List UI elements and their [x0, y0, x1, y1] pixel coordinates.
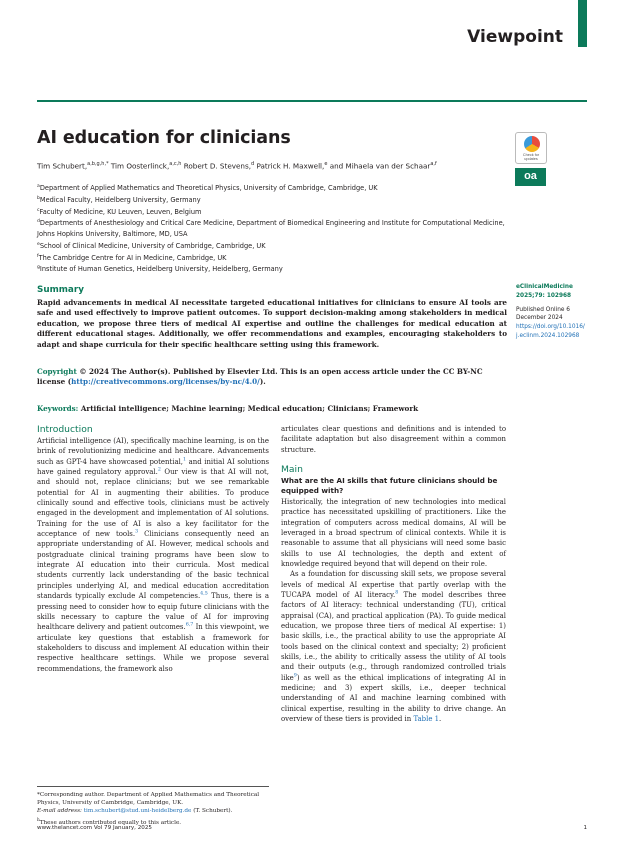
body-column-right	[281, 424, 506, 724]
footnotes	[37, 791, 269, 827]
check-for-updates-label: Check for updates	[522, 153, 540, 161]
author-name[interactable]: Patrick H. Maxwell,	[254, 161, 325, 171]
citation-ref[interactable]: 4,5	[200, 591, 208, 597]
article-title: AI education for clinicians	[37, 128, 291, 148]
author-list	[37, 161, 497, 170]
citation-ref[interactable]: 9	[293, 673, 297, 679]
article-info-sidebar	[516, 283, 588, 341]
affiliation-item: $^a$Department of Applied Mathematics and Theoretical Physics, University of Cambridge, Cambridge, UK	[37, 184, 378, 193]
introduction-paragraph: Artificial intelligence (AI), specifically machine learning, is on the brink of revolutionizing medicine and healthcare. Advancements such as GPT-4 have showcased potential,$^1$ and initial AI solutions have gained regulatory approval.$^2$ Our view is that AI will not, and should not, replace clinicians; but we see remarkable potential for AI in augmenting their abilities. To produce clinically sound and effective tools, clinicians must be actively engaged in the development and implementation of AI solutions. Training for the use of AI is also a key facilitator for the acceptance of new tools.$^3$ Clinicians consequently need an appropriate understanding of AI. However, medical schools and postgraduate clinical training programs have been slow to integrate AI education into their curricula. Most medical students currently lack understanding of the basic technical principles underlying AI, and medical education accreditation standards typically exclude AI competencies.$^{4,5}$ Thus, there is a pressing need to consider how to equip future clinicians with the skills necessary to capture the value of AI for improving healthcare delivery and patient outcomes.$^{6,7}$ In this viewpoint, we articulate key questions that establish a framework for stakeholders to discuss and implement AI education within their respective healthcare settings. While we propose several recommendations, the framework also	[37, 437, 269, 673]
table-1-link[interactable]: Table 1	[413, 715, 440, 724]
page-number: 1	[583, 825, 587, 831]
main-subheading: What are the AI skills that future clinicians should be equipped with?	[281, 476, 498, 496]
copyright-notice: Copyright © 2024 The Author(s). Published by Elsevier Ltd. This is an open access article under the CC BY-NC license (http://creativecommons.org/licenses/by-nc/4.0/).	[37, 367, 483, 387]
journal-citation: 2025;79: 102968	[516, 292, 572, 299]
citation-ref[interactable]: 1	[183, 457, 187, 463]
main-heading: Main	[281, 464, 303, 476]
footnote-rule	[37, 786, 269, 787]
author-name[interactable]: Robert D. Stevens,	[181, 161, 251, 171]
author-affil-sup: a,f	[430, 161, 437, 167]
author-name[interactable]: Tim Oosterlinck,	[108, 161, 170, 171]
affiliation-item: $^c$Faculty of Medicine, KU Leuven, Leuven, Belgium	[37, 207, 202, 216]
open-access-badge: oa	[515, 168, 546, 186]
citation-ref[interactable]: 6,7	[185, 622, 194, 628]
corresponding-author-note: *Corresponding author. Department of Applied Mathematics and Theoretical Physics, University of Cambridge, Cambridge, UK.	[37, 792, 260, 807]
author-name[interactable]: and Mihaela van der Schaar	[327, 161, 431, 171]
keywords-list: Artificial intelligence; Machine learning; Medical education; Clinicians; Framework	[78, 404, 419, 413]
author-affil-sup: d	[251, 161, 255, 167]
crossmark-icon	[524, 136, 540, 152]
affiliation-item: $^f$The Cambridge Centre for AI in Medicine, Cambridge, UK	[37, 253, 227, 262]
keywords-line	[37, 404, 507, 413]
email-note: E-mail address: tim.schubert@stud.uni-heidelberg.de (T. Schubert).	[37, 808, 233, 815]
email-link[interactable]: tim.schubert@stud.uni-heidelberg.de	[83, 808, 192, 815]
check-for-updates-badge[interactable]	[515, 132, 547, 164]
main-paragraph: Historically, the integration of new technologies into medical practice has necessitated upskilling of practitioners. Like the integration of computers across medical domains, AI will be leveraged in a broad spectrum of clinical contexts. While it is reasonable to assume that all physicians will need some basic skills to use AI technologies, the depth and extent of knowledge required beyond that will depend on their role.	[281, 497, 506, 568]
author-affil-sup: a,b,g,h,*	[87, 161, 109, 167]
summary-text: Rapid advancements in medical AI necessitate targeted educational initiatives for clinicians to ensure AI tools are safe and used effectively to improve patient outcomes. To support decision-making among stakeholders in medical education, we propose three tiers of medical AI expertise and outline the challenges for medical education at different educational stages. Additionally, we offer recommendations and examples, encouraging stakeholders to adapt and shape curricula for their specific healthcare setting using this framework.	[37, 298, 507, 349]
equal-contribution-note: $^h$These authors contributed equally to this article.	[37, 816, 182, 826]
continued-paragraph: articulates clear questions and definitions and is intended to facilitate adaptation but also disagreement within a common structure.	[281, 425, 506, 454]
affiliation-list	[37, 182, 507, 275]
author-affil-sup: a,c,h	[169, 161, 182, 167]
license-link[interactable]: http://creativecommons.org/licenses/by-nc/4.0/	[71, 377, 260, 387]
citation-ref[interactable]: 2	[157, 467, 161, 473]
author-affil-sup: e	[324, 161, 328, 167]
citation-ref[interactable]: 8	[395, 590, 399, 596]
section-color-tab	[578, 0, 587, 47]
doi-link[interactable]: https://doi.org/10.1016/j.eclinm.2024.102968	[516, 324, 585, 339]
author-name[interactable]: Tim Schubert,	[37, 161, 88, 171]
section-label: Viewpoint	[467, 27, 563, 47]
footer-journal-info: www.thelancet.com Vol 79 January, 2025	[37, 825, 152, 831]
affiliation-item: $^b$Medical Faculty, Heidelberg University, Germany	[37, 195, 201, 204]
affiliation-item: $^e$School of Clinical Medicine, University of Cambridge, Cambridge, UK	[37, 241, 266, 250]
citation-ref[interactable]: 3	[135, 529, 139, 535]
affiliation-item: $^g$Institute of Human Genetics, Heidelberg University, Heidelberg, Germany	[37, 265, 283, 274]
summary-heading: Summary	[37, 285, 84, 295]
keywords-label: Keywords:	[37, 404, 79, 413]
journal-name[interactable]: eClinicalMedicine	[516, 284, 573, 290]
affiliation-item: $^d$Departments of Anesthesiology and Critical Care Medicine, Department of Biomedical Engineering and Institute for Computational Medicine, Johns Hopkins University, Baltimore, MD, USA	[37, 219, 505, 239]
header-rule	[37, 100, 587, 102]
copyright-label: Copyright	[37, 367, 77, 376]
published-date: Published Online 6 December 2024	[516, 306, 570, 322]
body-column-left	[37, 424, 269, 674]
introduction-heading: Introduction	[37, 424, 93, 435]
main-paragraph: As a foundation for discussing skill sets, we propose several levels of medical AI expertise that partly overlap with the TUCAPA model of AI literacy.$^8$ The model describes three factors of AI literacy: technical understanding (TU), critical appraisal (CA), and practical application (PA). To guide medical education, we propose three tiers of medical AI expertise: 1) basic skills, i.e., the practical ability to use the appropriate AI tools based on the clinical context and specialty; 2) proficient skills, i.e., the ability to critically assess the utility of AI tools and their outputs (e.g., through randomized controlled trials like$^9$) as well as the ethical implications of integrating AI in medicine; and 3) expert skills, i.e., deeper technical understanding of AI and machine learning combined with clinical expertise, resulting in the ability to drive change. An overview of these tiers is provided in Table 1.	[281, 570, 506, 724]
